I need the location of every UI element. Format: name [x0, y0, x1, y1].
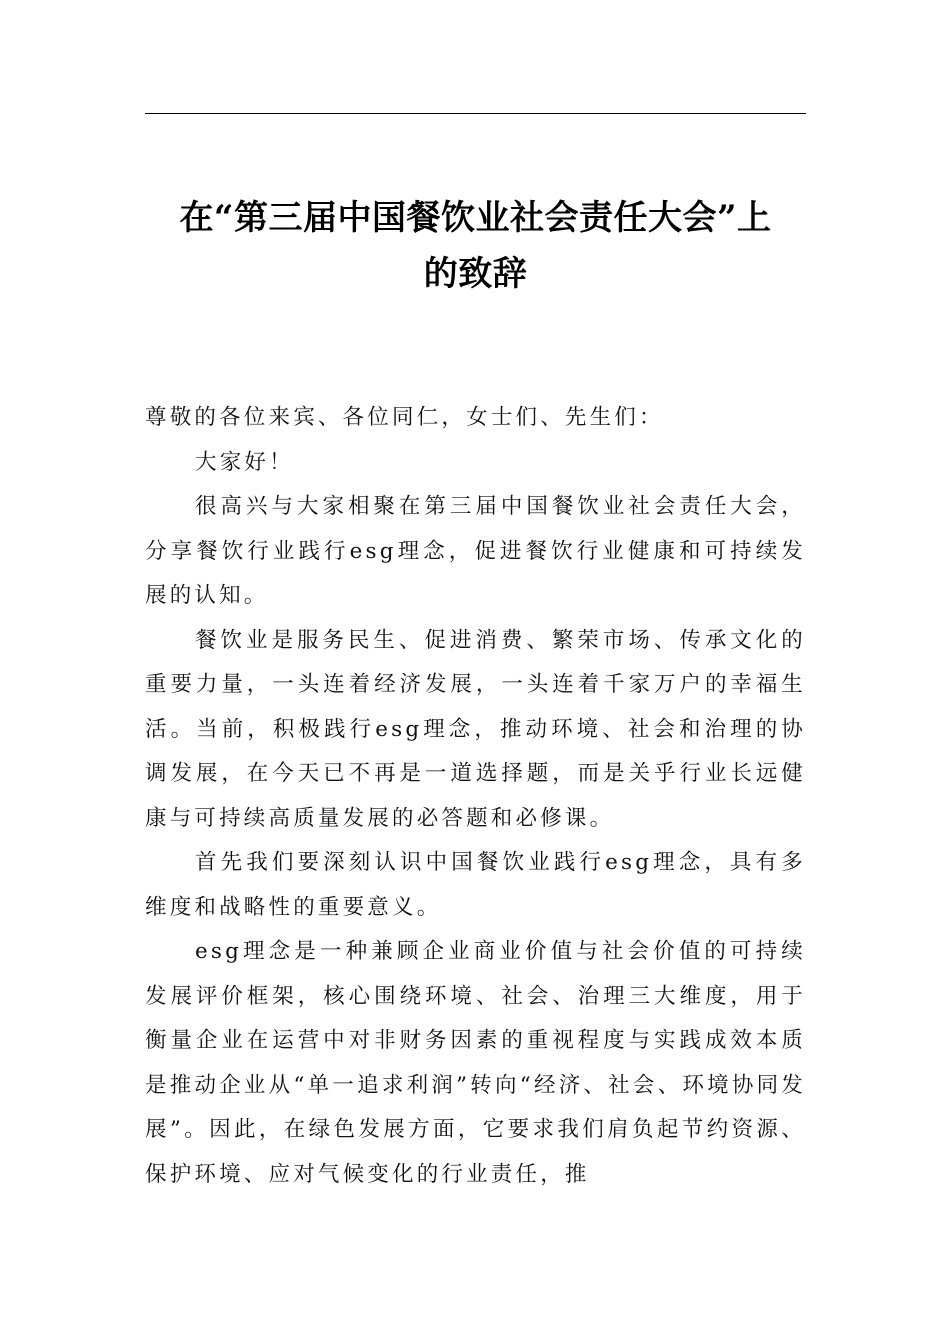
paragraph: 首先我们要深刻认识中国餐饮业践行esg理念，具有多维度和战略性的重要意义。: [145, 850, 806, 920]
document-body: [145, 396, 806, 1197]
paragraph: 很高兴与大家相聚在第三届中国餐饮业社会责任大会，分享餐饮行业践行esg理念，促进餐饮行业健康和可持续发展的认知。: [145, 494, 806, 608]
greeting: 大家好！: [195, 449, 294, 475]
title-line-2: 的致辞: [423, 254, 528, 294]
title-line-1: 在“第三届中国餐饮业社会责任大会”上: [179, 198, 772, 238]
paragraph: esg理念是一种兼顾企业商业价值与社会价值的可持续发展评价框架，核心围绕环境、社会、治理三大维度，用于衡量企业在运营中对非财务因素的重视程度与实践成效本质是推动企业从“单一追求利润”转向“经济、社会、环境协同发展”。因此，在绿色发展方面，它要求我们肩负起节约资源、保护环境、应对气候变化的行业责任，推: [145, 939, 806, 1187]
header-rule: [145, 113, 806, 114]
salutation: 尊敬的各位来宾、各位同仁，女士们、先生们：: [145, 405, 664, 430]
document-title: [145, 190, 806, 302]
paragraph: 餐饮业是服务民生、促进消费、繁荣市场、传承文化的重要力量，一头连着经济发展，一头连着千家万户的幸福生活。当前，积极践行esg理念，推动环境、社会和治理的协调发展，在今天已不再是一道选择题，而是关乎行业长远健康与可持续高质量发展的必答题和必修课。: [145, 627, 806, 831]
